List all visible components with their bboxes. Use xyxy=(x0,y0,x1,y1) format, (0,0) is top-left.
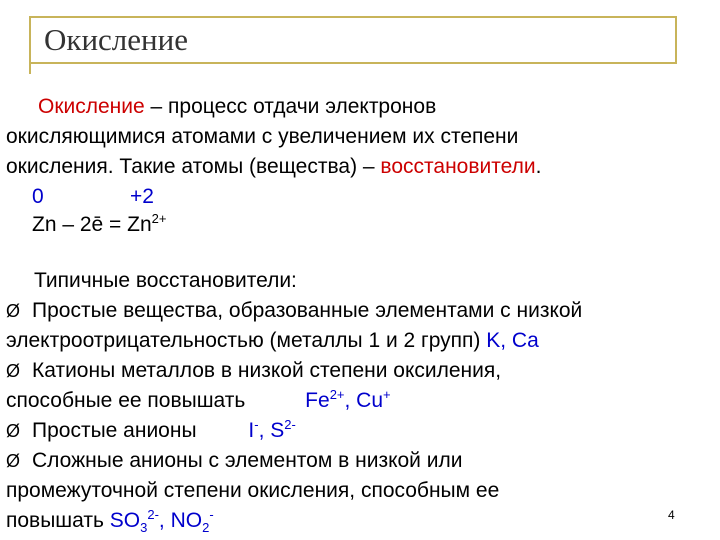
bullet-1-examples: K, Ca xyxy=(486,329,539,352)
bullet-2-text-1: Катионы металлов в низкой степени оксиления, xyxy=(32,359,502,382)
reducers-heading: Типичные восстановители: xyxy=(34,269,297,292)
definition-term: Окисление xyxy=(38,95,145,118)
definition-line-1-rest: – процесс отдачи электронов xyxy=(144,95,437,118)
bullet-4-line-3 xyxy=(6,508,214,534)
bullet-4-so-sub: 3 xyxy=(140,520,148,535)
definition-line-1 xyxy=(38,94,436,120)
bullet-3-i-charge: - xyxy=(254,417,259,432)
equation-middle: – 2ē = Zn xyxy=(56,213,152,236)
bullet-4-line-1 xyxy=(6,448,462,474)
bullet-2-line-2 xyxy=(6,388,391,414)
bullet-arrow-icon: Ø xyxy=(6,451,21,471)
equation-line xyxy=(32,212,167,238)
bullet-4-so-sup: 2- xyxy=(147,507,159,522)
oxidation-state-right: +2 xyxy=(130,185,154,208)
bullet-1-text-1: Простые вещества, образованные элементами с низкой xyxy=(32,299,583,322)
bullet-1-line-1 xyxy=(6,298,582,324)
frame-left-line xyxy=(29,16,31,74)
bullet-3-s-charge: 2- xyxy=(284,417,296,432)
bullet-4-no-sub: 2 xyxy=(202,520,210,535)
equation-charge: 2+ xyxy=(151,211,167,226)
bullet-2-cu-charge: + xyxy=(383,387,391,402)
slide-title: Окисление xyxy=(44,22,188,57)
page-number: 4 xyxy=(668,508,675,522)
bullet-1-text-2: электроотрицательностью (металлы 1 и 2 групп) xyxy=(6,329,487,352)
bullet-arrow-icon: Ø xyxy=(6,301,21,321)
bullet-2-text-2: способные ее повышать xyxy=(6,389,246,412)
bullet-2-fe-charge: 2+ xyxy=(329,387,345,402)
bullet-4-text-1: Сложные анионы с элементом в низкой или xyxy=(32,449,463,472)
bullet-4-no-sup: - xyxy=(209,507,214,522)
bullet-arrow-icon: Ø xyxy=(6,421,21,441)
frame-right-line xyxy=(675,16,677,62)
bullet-4-text-3: повышать xyxy=(6,509,110,532)
frame-top-line xyxy=(29,16,677,18)
bullet-3-examples xyxy=(248,419,295,442)
definition-line-2: окисляющимися атомами с увеличением их степени xyxy=(6,125,519,148)
bullet-3-line xyxy=(6,418,296,444)
equation-zn: Zn xyxy=(32,213,57,236)
bullet-arrow-icon: Ø xyxy=(6,361,21,381)
bullet-2-fe: Fe xyxy=(305,389,330,412)
oxidation-state-left: 0 xyxy=(32,185,44,208)
bullet-3-text: Простые анионы xyxy=(32,419,197,442)
bullet-4-examples xyxy=(109,507,214,535)
bullet-4-line-2: промежуточной степени окисления, способным ее xyxy=(6,479,500,502)
definition-line-3-end: . xyxy=(535,155,542,178)
bullet-4-so: SO xyxy=(109,509,141,532)
bullet-1-line-2 xyxy=(6,328,539,354)
bullet-4-no: , NO xyxy=(158,509,203,532)
bullet-3-s: , S xyxy=(258,419,285,442)
definition-line-3-start: окисления. Такие атомы (вещества) – xyxy=(6,155,381,178)
definition-reducer-term: восстановители xyxy=(380,155,536,178)
definition-line-3 xyxy=(6,154,541,180)
bullet-2-cu: , Cu xyxy=(344,389,384,412)
bullet-3-i: I xyxy=(248,419,255,442)
frame-bottom-line xyxy=(29,62,677,64)
bullet-2-examples xyxy=(305,389,390,412)
bullet-2-line-1 xyxy=(6,358,501,384)
